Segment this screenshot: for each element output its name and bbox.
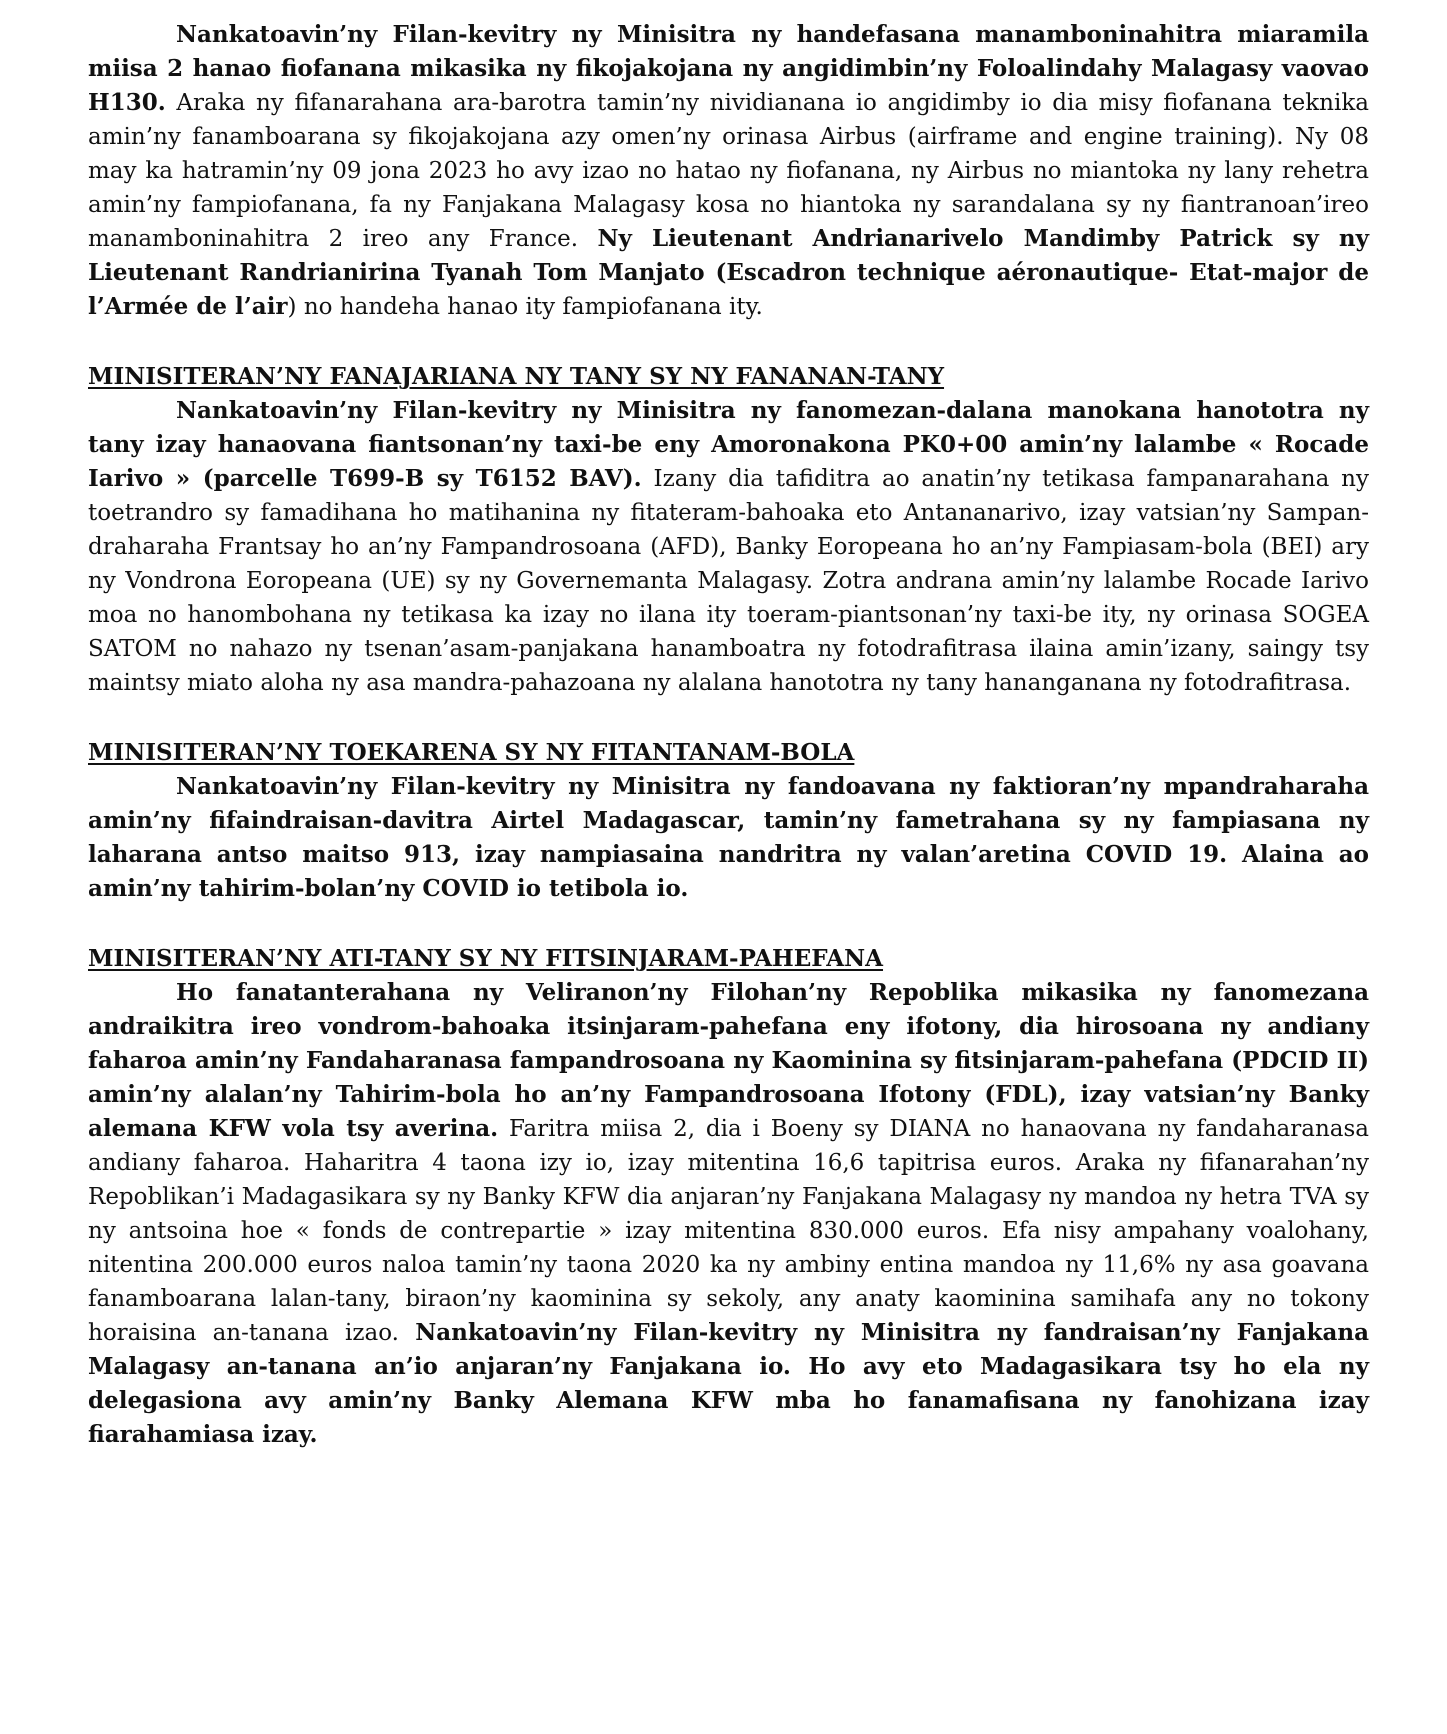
paragraph-body: Faritra miisa 2, dia i Boeny sy DIANA no hanaovana ny fandaharanasa andiany faharoa. Haharitra 4 taona izy io, izay mitentina 16,6 tapitrisa euros. Araka ny fifanarahan’ny Repoblikan’i Madagasikara sy ny Banky KFW dia anjaran’ny Fanjakana Malagasy ny mandoa ny hetra TVA sy ny antsoina hoe « fonds de contrepartie » izay mitentina 830.000 euros. Efa nisy ampahany voalohany, nitentina 200.000 euros naloa tamin’ny taona 2020 ka ny ambiny entina mandoa ny 11,6% ny asa goavana fanamboarana lalan-tany, biraon’ny kaominina sy sekoly, any anaty kaominina samihafa any no tokony horaisina an-tanana izao. [88,1116,1369,1346]
section-heading-interior-ministry: MINISITERAN’NY ATI-TANY SY NY FITSINJARAM-PAHEFANA [88,945,884,972]
paragraph-body: Izany dia tafiditra ao anatin’ny tetikasa fampanarahana ny toetrandro sy famadihana ho matihanina ny fitateram-bahoaka eto Antananarivo, izay vatsian’ny Sampan-draharaha Frantsay ho an’ny Fampandrosoana (AFD), Banky Eoropeana ho an’ny Fampiasam-bola (BEI) ary ny Vondrona Eoropeana (UE) sy ny Governemanta Malagasy. Zotra andrana amin’ny lalambe Rocade Iarivo moa no hanombohana ny tetikasa ka izay no ilana ity toeram-piantsonan’ny taxi-be ity, ny orinasa SOGEA SATOM no nahazo ny tsenan’asam-panjakana hanamboatra ny fotodrafitrasa ilaina amin’izany, saingy tsy maintsy miato aloha ny asa mandra-pahazoana ny alalana hanototra ny tany hananganana ny fotodrafitrasa. [88,466,1369,696]
section-paragraph-land-ministry [88,394,1369,700]
section-heading-economy-ministry: MINISITERAN’NY TOEKARENA SY NY FITANTANAM-BOLA [88,739,855,766]
paragraph-bold-approval: Nankatoavin’ny Filan-kevitry ny Minisitra ny fandraisan’ny Fanjakana Malagasy an-tanana an’io anjaran’ny Fanjakana io. Ho avy eto Madagasikara tsy ho ela ny delegasiona avy amin’ny Banky Alemana KFW mba ho fanamafisana ny fanohizana izay fiarahamiasa izay. [88,1319,1370,1448]
paragraph-body: Araka ny fifanarahana ara-barotra tamin’ny nividianana io angidimby io dia misy fiofanana teknika amin’ny fanamboarana sy fikojakojana azy omen’ny orinasa Airbus (airframe and engine training). Ny 08 may ka hatramin’ny 09 jona 2023 ho avy izao no hatao ny fiofanana, ny Airbus no miantoka ny lany rehetra amin’ny fampiofanana, fa ny Fanjakana Malagasy kosa no hiantoka ny sarandalana sy ny fiantranoan’ireo manamboninahitra 2 ireo any France. [88,90,1369,252]
paragraph-bold-lead: Nankatoavin’ny Filan-kevitry ny Minisitra ny fandoavana ny faktioran’ny mpandraharaha amin’ny fifaindraisan-davitra Airtel Madagascar, tamin’ny fametrahana sy ny fampiasana ny laharana antso maitso 913, izay nampiasaina nandritra ny valan’aretina COVID 19. Alaina ao amin’ny tahirim-bolan’ny COVID io tetibola io. [88,773,1369,902]
paragraph-bold-lead: Nankatoavin’ny Filan-kevitry ny Minisitra ny handefasana manamboninahitra miaramila miisa 2 hanao fiofanana mikasika ny fikojakojana ny angidimbin’ny Foloalindahy Malagasy vaovao H130. [88,21,1369,116]
section-paragraph-interior-ministry [88,976,1369,1452]
paragraph-body-end: ) no handeha hanao ity fampiofanana ity. [287,294,763,320]
paragraph-bold-lead: Ho fanatanterahana ny Veliranon’ny Filohan’ny Repoblika mikasika ny fanomezana andraikitra ireo vondrom-bahoaka itsinjaram-pahefana eny ifotony, dia hirosoana ny andiany faharoa amin’ny Fandaharanasa fampandrosoana ny Kaominina sy fitsinjaram-pahefana (PDCID II) amin’ny alalan’ny Tahirim-bola ho an’ny Fampandrosoana Ifotony (FDL), izay vatsian’ny Banky alemana KFW vola tsy averina. [88,979,1369,1142]
section-heading-land-ministry: MINISITERAN’NY FANAJARIANA NY TANY SY NY FANANAN-TANY [88,363,945,390]
section-paragraph-air-force-training [88,18,1369,324]
paragraph-bold-officers: Ny Lieutenant Andrianarivelo Mandimby Patrick sy ny Lieutenant Randrianirina Tyanah Tom Manjato (Escadron technique aéronautique- Etat-major de l’Armée de l’air [88,225,1369,320]
paragraph-bold-lead: Nankatoavin’ny Filan-kevitry ny Minisitra ny fanomezan-dalana manokana hanototra ny tany izay hanaovana fiantsonan’ny taxi-be eny Amoronakona PK0+00 amin’ny lalambe « Rocade Iarivo » (parcelle T699-B sy T6152 BAV). [88,397,1369,492]
section-paragraph-economy-ministry [88,770,1369,906]
